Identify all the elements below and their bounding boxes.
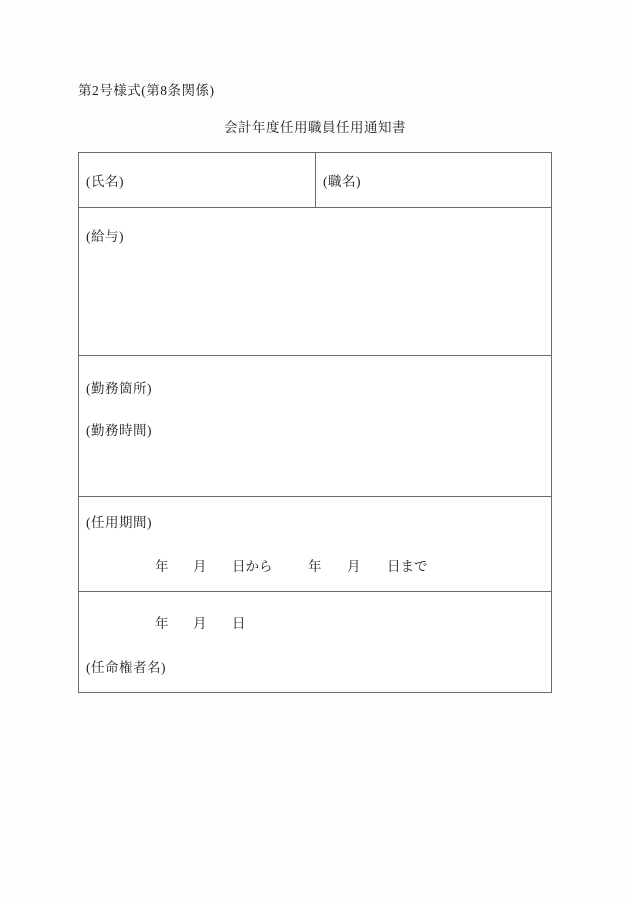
form-number: 第2号様式(第8条関係) [78,83,215,98]
issue-date-year-label: 年 [155,616,169,631]
issue-date-month-label: 月 [193,616,207,631]
appointment-period-cell [79,497,551,592]
work-hours-label: (勤務時間) [86,423,152,438]
salary-label: (給与) [86,229,124,244]
name-label: (氏名) [86,174,124,189]
name-position-row [79,153,551,208]
name-cell [79,153,316,207]
workplace-hours-cell [79,356,551,497]
period-from-year-label: 年 [155,559,169,574]
period-from-month-label: 月 [193,559,207,574]
period-to-month-label: 月 [347,559,361,574]
period-from-day-label: 日から [232,559,273,574]
position-label: (職名) [323,174,361,189]
salary-cell [79,208,551,356]
appointment-period-label: (任用期間) [86,515,152,530]
signature-cell [79,592,551,692]
appointment-form-table [78,152,552,693]
period-to-year-label: 年 [308,559,322,574]
issue-date-day-label: 日 [232,616,246,631]
document-title: 会計年度任用職員任用通知書 [224,120,406,135]
position-cell [316,153,551,207]
appointer-label: (任命権者名) [86,660,166,675]
workplace-label: (勤務箇所) [86,381,152,396]
period-to-day-label: 日まで [387,559,428,574]
